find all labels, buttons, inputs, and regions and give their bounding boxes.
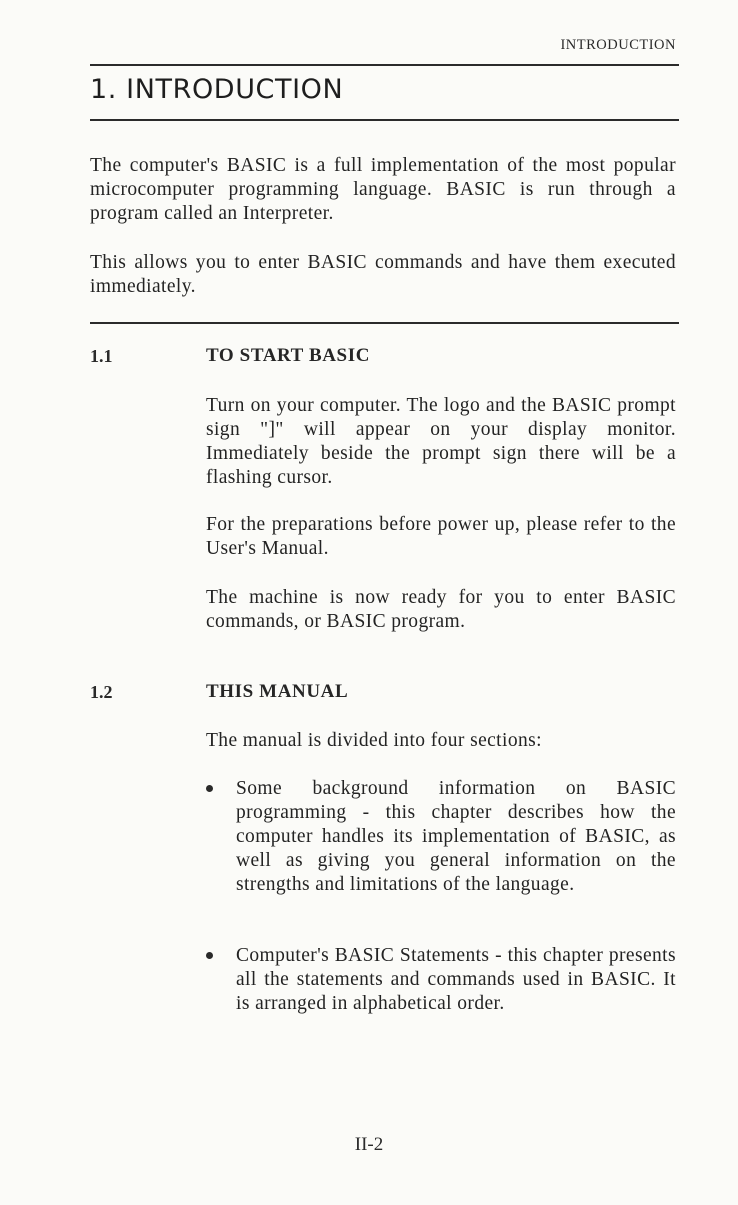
- page-number: II-2: [354, 1134, 384, 1155]
- section-title-1-1: TO START BASIC: [206, 345, 371, 366]
- chapter-title: 1. INTRODUCTION: [90, 74, 344, 105]
- section-1-2-paragraph-1: The manual is divided into four sections:: [206, 730, 542, 751]
- section-1-1-paragraph-3: The machine is now ready for you to enter BASIC commands, or BASIC program.: [206, 587, 676, 632]
- section-title-1-2: THIS MANUAL: [206, 681, 349, 702]
- bullet-icon: [206, 952, 213, 959]
- running-head: INTRODUCTION: [560, 37, 676, 53]
- section-1-1-paragraph-2: For the preparations before power up, please refer to the User's Manual.: [206, 514, 676, 559]
- section-number-1-2: 1.2: [90, 682, 113, 702]
- list-item-text: Some background information on BASIC programming - this chapter describes how the computer handles its implementation of BASIC, as well as giving you general information on the strengths and limitations of the language.: [236, 778, 676, 895]
- intro-paragraph-2: This allows you to enter BASIC commands and have them executed immediately.: [90, 252, 676, 297]
- section-number-1-1: 1.1: [90, 346, 113, 366]
- bullet-icon: [206, 785, 213, 792]
- list-item-text: Computer's BASIC Statements - this chapter presents all the statements and commands used in BASIC. It is arranged in alphabetical order.: [236, 945, 676, 1014]
- section-divider-rule: [90, 322, 679, 324]
- header-rule: [90, 64, 679, 66]
- section-1-1-paragraph-1: Turn on your computer. The logo and the BASIC prompt sign "]" will appear on your display monitor. Immediately beside the prompt sign there will be a flashing cursor.: [206, 395, 676, 488]
- intro-paragraph-1: The computer's BASIC is a full implementation of the most popular microcomputer programming language. BASIC is run through a program called an Interpreter.: [90, 155, 676, 224]
- title-rule: [90, 119, 679, 121]
